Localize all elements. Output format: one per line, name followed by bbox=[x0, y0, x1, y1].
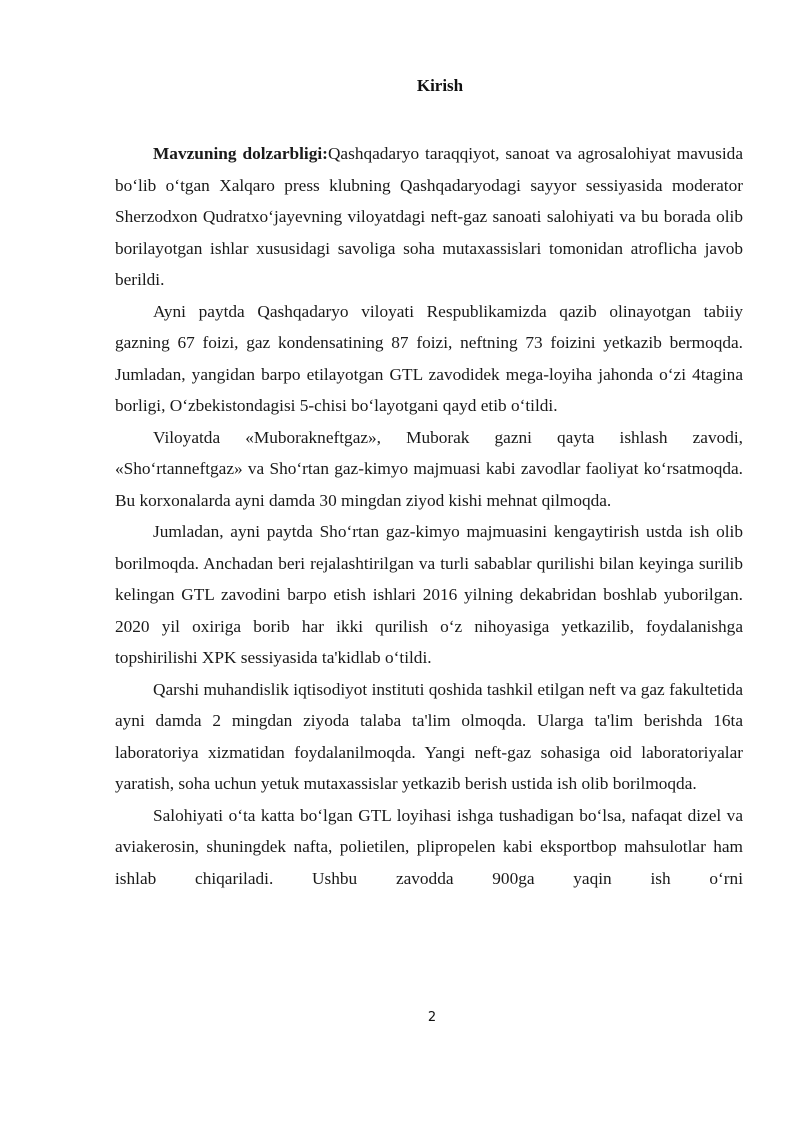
paragraph-1 bbox=[115, 138, 743, 296]
paragraph-lead: Mavzuning dolzarbligi: bbox=[153, 144, 328, 163]
page-title: Kirish bbox=[416, 76, 464, 95]
paragraph-6: Salohiyati o‘ta katta bo‘lgan GTL loyihasi ishga tushadigan bo‘lsa, nafaqat dizel va aviakerosin, shuningdek nafta, polietilen, plipropelen kabi eksportbop mahsulotlar ham ishlab chiqariladi. Ushbu zavodda 900ga yaqin ish o‘rni bbox=[115, 805, 743, 888]
page-number: 2 bbox=[427, 1010, 437, 1025]
paragraph-4: Jumladan, ayni paytda Sho‘rtan gaz-kimyo majmuasini kengaytirish ustda ish olib borilmoqda. Anchadan beri rejalashtirilgan va turli sabablar qurilishi bilan keyinga surilib kelingan GTL zavodini barpo etish ishlari 2016 yilning dekabridan boshlab yuborilgan. 2020 yil oxiriga borib har ikki qurilish o‘z nihoyasiga yetkazilib, foydalanishga topshirilishi XPK sessiyasida ta'kidlab o‘tildi. bbox=[115, 522, 743, 667]
paragraph-2: Ayni paytda Qashqadaryo viloyati Respublikamizda qazib olinayotgan tabiiy gazning 67 foizi, gaz kondensatining 87 foizi, neftning 73 foizini yetkazib bermoqda. Jumladan, yangidan barpo etilayotgan GTL zavodidek mega-loyiha jahonda o‘zi 4tagina borligi, O‘zbekistondagisi 5-chisi bo‘layotgani qayd etib o‘tildi. bbox=[115, 301, 743, 415]
paragraph-text: Qashqadaryo taraqqiyot, sanoat va agrosalohiyat mavusida bo‘lib o‘tgan Xalqaro press klubning Qashqadaryodagi sayyor sessiyasida moderator Sherzodxon Qudratxo‘jayevning viloyatdagi neft-gaz sanoati salohiyati va bu borada olib borilayotgan ishlar xususidagi savoliga soha mutaxassislari tomonidan atroflicha javob berildi. bbox=[115, 144, 743, 289]
paragraph-5: Qarshi muhandislik iqtisodiyot instituti qoshida tashkil etilgan neft va gaz fakultetida ayni damda 2 mingdan ziyoda talaba ta'lim olmoqda. Ularga ta'lim berishda 16ta laboratoriya xizmatidan foydalanilmoqda. Yangi neft-gaz sohasiga oid laboratoriyalar yaratish, soha uchun yetuk mutaxassislar yetkazib berish ustida ish olib borilmoqda. bbox=[115, 679, 743, 793]
body-text bbox=[115, 138, 743, 894]
paragraph-3: Viloyatda «Muborakneftgaz», Muborak gazni qayta ishlash zavodi, «Sho‘rtanneftgaz» va Sho‘rtan gaz-kimyo majmuasi kabi zavodlar faoliyat ko‘rsatmoqda. Bu korxonalarda ayni damda 30 mingdan ziyod kishi mehnat qilmoqda. bbox=[115, 427, 743, 510]
